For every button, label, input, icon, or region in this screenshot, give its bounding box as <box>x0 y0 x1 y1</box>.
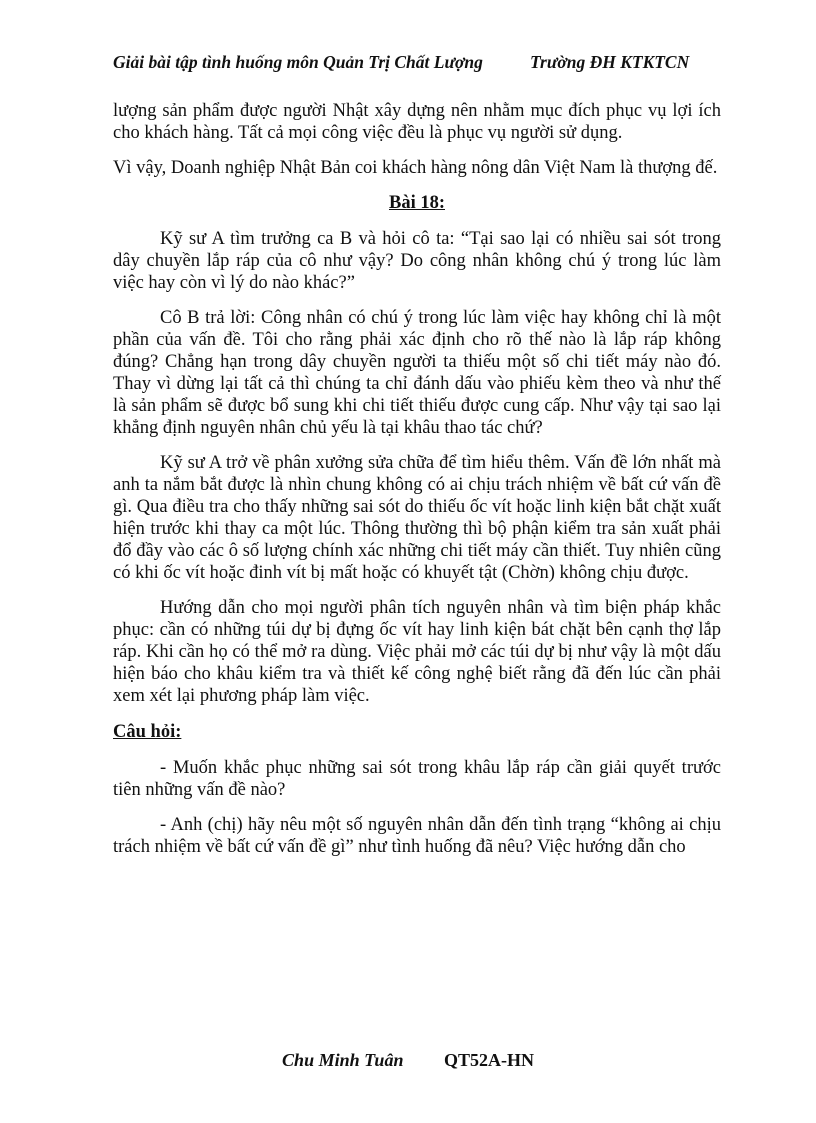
intro-paragraph: Vì vậy, Doanh nghiệp Nhật Bản coi khách hàng nông dân Việt Nam là thượng đế. <box>113 158 718 178</box>
body-paragraph: Kỹ sư A trở về phân xưởng sửa chữa để tìm hiểu thêm. Vấn đề lớn nhất mà anh ta nắm bắt được là nhìn chung không có ai chịu trách nhiệm về bất cứ vấn đề gì. Qua điều tra cho thấy những sai sót do thiếu ốc vít hoặc linh kiện bắt chặt xuất hiện trước khi thay ca một lúc. Thông thường thì bộ phận kiểm tra sản xuất phải đổ đầy vào các ô số lượng chính xác những chi tiết máy cần thiết. Tuy nhiên cũng có khi ốc vít hoặc đinh vít bị mất hoặc có khuyết tật (Chờn) không chịu được. <box>113 453 721 583</box>
questions-title: Câu hỏi: <box>113 722 182 742</box>
page-header <box>113 52 713 73</box>
question-item: - Muốn khắc phục những sai sót trong khâu lắp ráp cần giải quyết trước tiên những vấn đề nào? <box>113 758 721 800</box>
page-content <box>113 100 721 871</box>
body-paragraph: Cô B trả lời: Công nhân có chú ý trong lúc làm việc hay không chỉ là một phần của vấn đề. Tôi cho rằng phải xác định cho rõ thế nào là lắp ráp không đúng? Chẳng hạn trong dây chuyền người ta thiếu một số chi tiết máy nào đó. Thay vì dừng lại tất cả thì chúng ta chỉ đánh dấu vào phiếu kèm theo và như thế là sản phẩm sẽ được bổ sung khi chi tiết thiếu được cung cấp. Như vậy tại sao lại khẳng định nguyên nhân chủ yếu là tại khâu thao tác chứ? <box>113 308 721 438</box>
page-footer <box>0 1050 816 1071</box>
body-paragraph: Hướng dẫn cho mọi người phân tích nguyên nhân và tìm biện pháp khắc phục: cần có những túi dự bị đựng ốc vít hay linh kiện bát chặt bên cạnh thợ lắp ráp. Khi cần họ có thể mở ra dùng. Việc phải mở các túi dự bị như vậy là một dấu hiện báo cho khâu kiểm tra và thiết kế công nghệ biết rằng đã đến lúc cần phải xem xét lại phương pháp làm việc. <box>113 598 721 706</box>
intro-paragraph: lượng sản phẩm được người Nhật xây dựng nên nhằm mục đích phục vụ lợi ích cho khách hàng. Tất cả mọi công việc đều là phục vụ người sử dụng. <box>113 101 721 143</box>
footer-author: Chu Minh Tuân <box>282 1050 404 1070</box>
body-paragraph: Kỹ sư A tìm trưởng ca B và hỏi cô ta: “Tại sao lại có nhiều sai sót trong dây chuyền lắp ráp của cô như vậy? Do công nhân không chú ý trong lúc làm việc hay còn vì lý do nào khác?” <box>113 229 721 293</box>
footer-class-code: QT52A-HN <box>443 1050 534 1070</box>
section-title: Bài 18: <box>388 193 445 213</box>
header-title: Giải bài tập tình huống môn Quản Trị Chất Lượng <box>113 52 483 72</box>
question-item: - Anh (chị) hãy nêu một số nguyên nhân dẫn đến tình trạng “không ai chịu trách nhiệm về bất cứ vấn đề gì” như tình huống đã nêu? Việc hướng dẫn cho <box>113 815 721 857</box>
header-school: Trường ĐH KTKTCN <box>530 52 690 72</box>
